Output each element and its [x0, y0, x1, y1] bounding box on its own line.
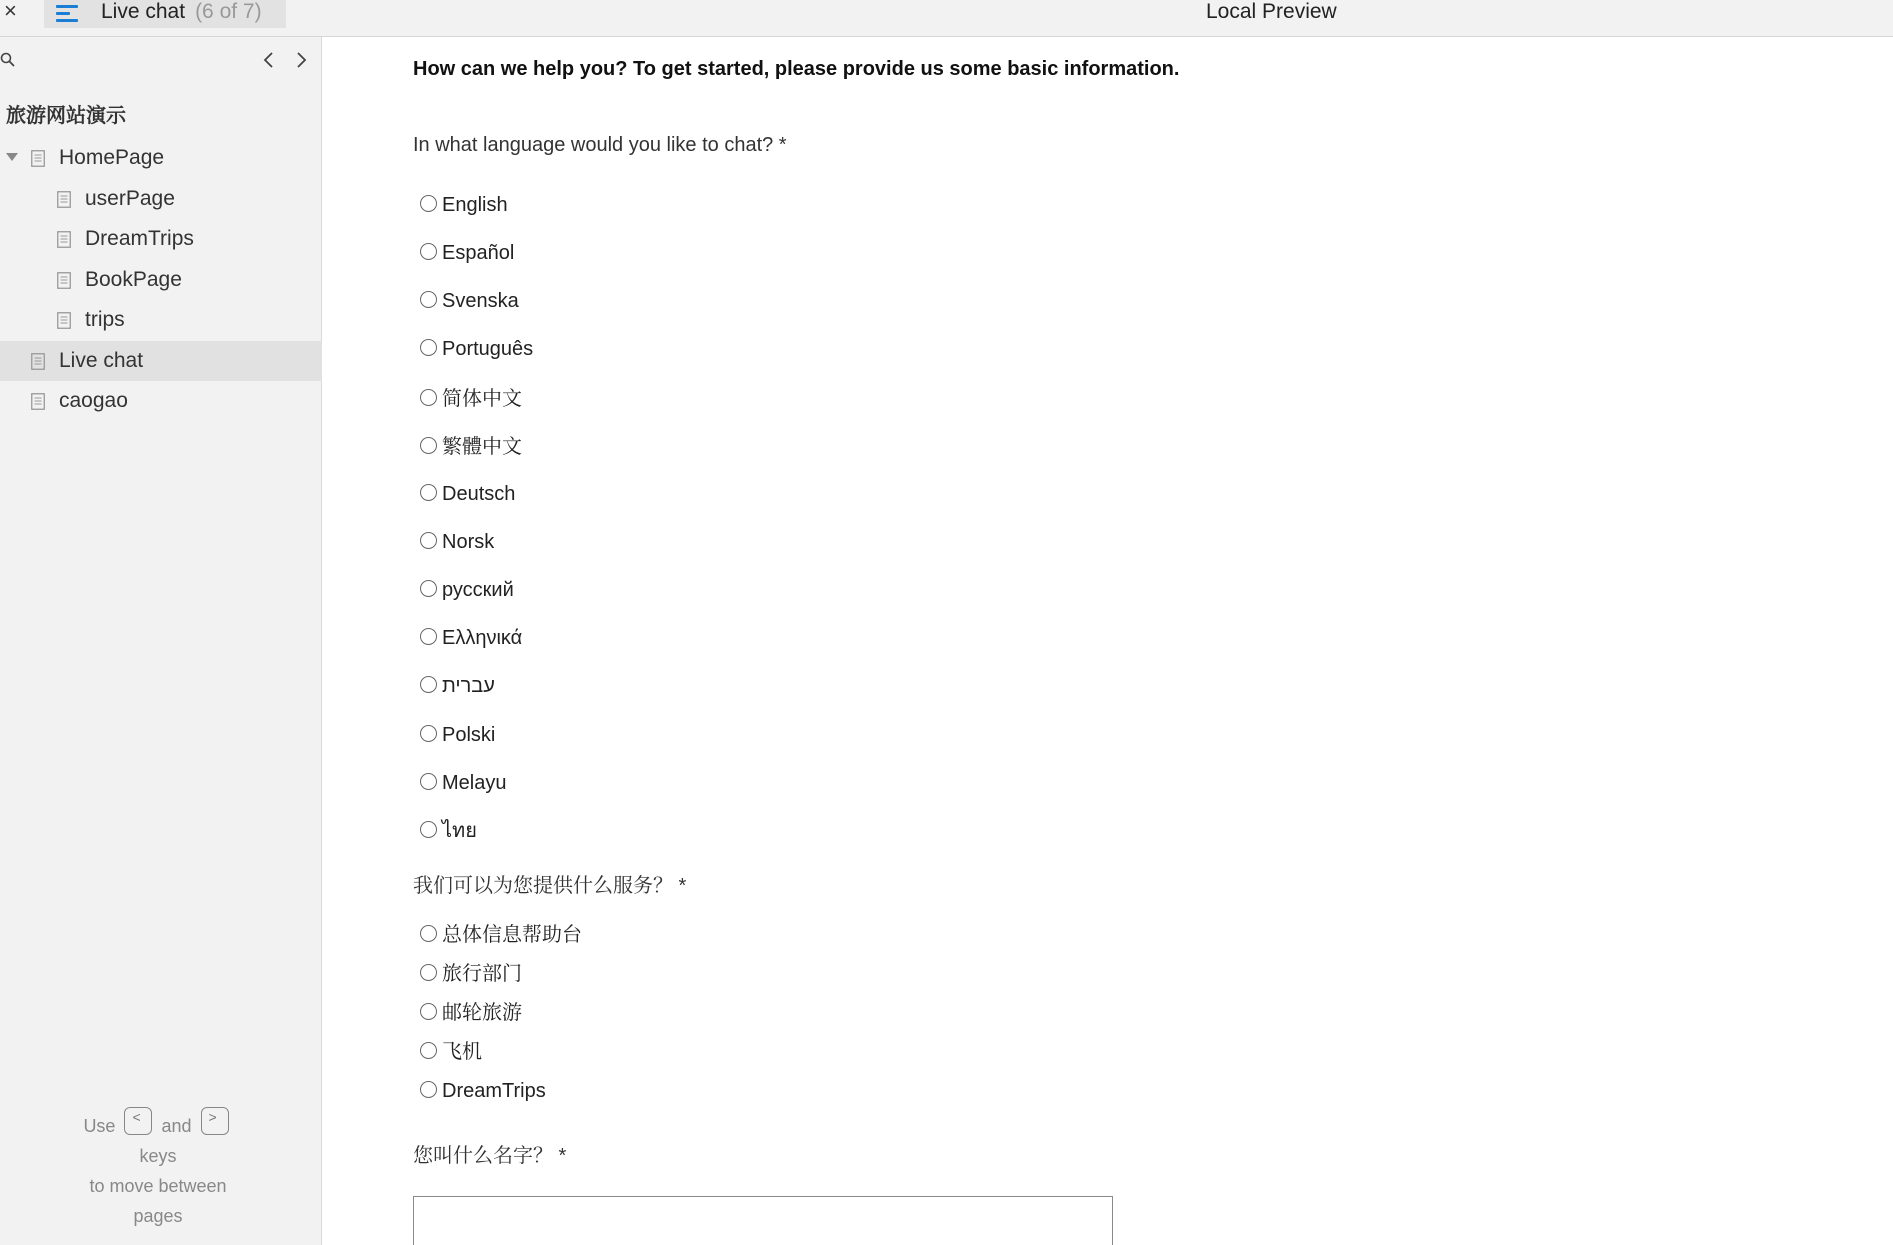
page-icon: [57, 231, 71, 248]
page-icon: [57, 191, 71, 208]
help-keys-text: keys: [139, 1146, 177, 1167]
radio-button[interactable]: [420, 676, 437, 693]
radio-button[interactable]: [420, 725, 437, 742]
chevron-right-icon[interactable]: [291, 50, 311, 70]
menu-icon[interactable]: [56, 2, 80, 24]
radio-label: 飞机: [442, 1041, 482, 1063]
help-line-1: [0, 1111, 316, 1141]
radio-button[interactable]: [420, 437, 437, 454]
service-option[interactable]: [420, 962, 522, 986]
radio-button[interactable]: [420, 1042, 437, 1059]
service-option[interactable]: [420, 1001, 522, 1025]
page-icon: [57, 312, 71, 329]
service-option[interactable]: [420, 1040, 482, 1064]
language-option[interactable]: [420, 241, 514, 265]
page-icon: [31, 150, 45, 167]
radio-label: English: [442, 194, 508, 216]
language-option[interactable]: [420, 723, 495, 747]
radio-button[interactable]: [420, 195, 437, 212]
top-bar: [0, 0, 1893, 37]
help-line-3: pages: [133, 1206, 183, 1227]
tree-item-label: trips: [85, 308, 125, 331]
service-option[interactable]: [420, 1079, 546, 1103]
language-option[interactable]: [420, 435, 522, 459]
tab-page-count: (6 of 7): [195, 0, 262, 23]
radio-button[interactable]: [420, 1003, 437, 1020]
prev-key-icon: <: [124, 1107, 152, 1135]
tree-item-caogao[interactable]: [0, 381, 322, 422]
page-tree: [0, 138, 322, 422]
radio-button[interactable]: [420, 628, 437, 645]
tree-item-label: BookPage: [85, 267, 182, 291]
radio-label: DreamTrips: [442, 1080, 546, 1102]
help-line-2: to move between: [89, 1176, 227, 1197]
language-option[interactable]: [420, 289, 519, 313]
radio-label: Melayu: [442, 772, 507, 794]
language-option[interactable]: [420, 337, 533, 361]
tree-item-dreamtrips[interactable]: [0, 219, 322, 260]
radio-label: 邮轮旅游: [442, 1002, 522, 1024]
caret-down-icon[interactable]: [6, 153, 18, 161]
tab-title-text: Live chat: [101, 0, 186, 23]
radio-button[interactable]: [420, 243, 437, 260]
radio-label: עברית: [442, 675, 495, 697]
project-title: 旅游网站演示: [6, 103, 126, 127]
help-and-text: and: [161, 1116, 192, 1136]
radio-label: Español: [442, 242, 515, 264]
radio-label: Deutsch: [442, 483, 516, 505]
radio-label: Svenska: [442, 290, 519, 312]
radio-button[interactable]: [420, 532, 437, 549]
language-option[interactable]: [420, 674, 495, 698]
radio-label: 繁體中文: [442, 436, 522, 458]
language-option[interactable]: [420, 771, 506, 795]
radio-label: Polski: [442, 724, 496, 746]
radio-label: ไทย: [442, 820, 477, 842]
page-tab[interactable]: [44, 0, 286, 28]
name-question: 您叫什么名字？ *: [413, 1145, 567, 1167]
radio-label: 旅行部门: [442, 963, 522, 985]
radio-button[interactable]: [420, 339, 437, 356]
close-button[interactable]: ×: [4, 0, 17, 23]
radio-label: Ελληνικά: [442, 627, 523, 649]
language-option[interactable]: [420, 530, 494, 554]
radio-button[interactable]: [420, 484, 437, 501]
language-option[interactable]: [420, 482, 515, 506]
service-option[interactable]: [420, 923, 582, 947]
tree-item-homepage[interactable]: [0, 138, 322, 179]
tab-title: [101, 0, 262, 24]
radio-label: Português: [442, 338, 534, 360]
radio-button[interactable]: [420, 389, 437, 406]
preview-title: Local Preview: [1206, 0, 1337, 23]
language-option[interactable]: [420, 626, 522, 650]
language-option[interactable]: [420, 193, 508, 217]
radio-label: 简体中文: [442, 388, 522, 410]
next-key-icon: >: [201, 1107, 229, 1135]
radio-button[interactable]: [420, 821, 437, 838]
sidebar: [0, 37, 322, 1245]
service-question: 我们可以为您提供什么服务？ *: [413, 875, 687, 897]
tree-item-live-chat[interactable]: [0, 341, 322, 382]
radio-button[interactable]: [420, 291, 437, 308]
tree-item-userpage[interactable]: [0, 179, 322, 220]
tree-item-label: caogao: [59, 389, 128, 412]
tree-item-label: Live chat: [59, 348, 144, 372]
help-use-text: Use: [83, 1116, 116, 1136]
tree-item-label: DreamTrips: [85, 227, 194, 250]
tree-item-label: HomePage: [59, 146, 165, 169]
radio-label: русский: [442, 579, 514, 601]
tree-item-bookpage[interactable]: [0, 260, 322, 301]
radio-label: 总体信息帮助台: [442, 924, 582, 946]
radio-button[interactable]: [420, 1081, 437, 1098]
radio-button[interactable]: [420, 925, 437, 942]
language-option[interactable]: [420, 578, 514, 602]
search-icon[interactable]: [0, 52, 16, 68]
keyboard-help: [0, 1111, 316, 1231]
radio-label: Norsk: [442, 531, 495, 553]
language-question: In what language would you like to chat? *: [413, 134, 787, 156]
language-option[interactable]: [420, 819, 477, 843]
page-icon: [31, 353, 45, 370]
tree-item-trips[interactable]: [0, 300, 322, 341]
page-icon: [57, 272, 71, 289]
chevron-left-icon[interactable]: [259, 50, 279, 70]
page-icon: [31, 393, 45, 410]
tree-item-label: userPage: [85, 186, 175, 210]
intro-text: How can we help you? To get started, please provide us some basic information.: [413, 58, 1180, 80]
language-option[interactable]: [420, 387, 522, 411]
radio-button[interactable]: [420, 773, 437, 790]
radio-button[interactable]: [420, 580, 437, 597]
radio-button[interactable]: [420, 964, 437, 981]
preview-content: [323, 37, 1893, 1245]
name-input[interactable]: [413, 1196, 1113, 1245]
